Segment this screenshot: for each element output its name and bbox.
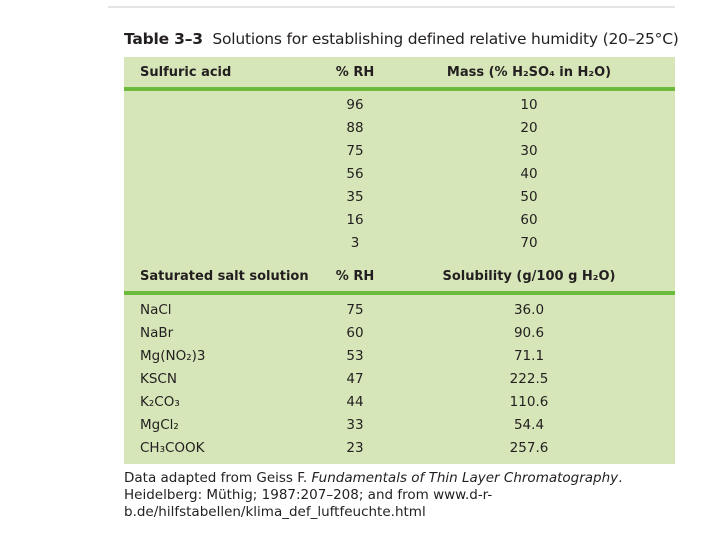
salt-header-rh: % RH (335, 269, 375, 284)
table-footnote (124, 470, 684, 520)
table-row (124, 438, 675, 458)
table-row (124, 233, 675, 253)
table-panel (124, 57, 675, 464)
rh-value: 56 (346, 166, 364, 182)
table-row (124, 95, 675, 115)
solubility-value: 257.6 (509, 440, 549, 456)
table-caption (124, 30, 679, 48)
table-row (124, 164, 675, 184)
solubility-value: 36.0 (513, 302, 545, 318)
table-number: Table 3–3 (124, 30, 203, 48)
rh-value: 75 (346, 143, 364, 159)
mass-value: 10 (520, 97, 538, 113)
rh-value: 33 (346, 417, 364, 433)
rh-value: 23 (346, 440, 364, 456)
salt-header-solubility: Solubility (g/100 g H₂O) (442, 269, 616, 284)
rh-value: 53 (346, 348, 364, 364)
rh-value: 16 (346, 212, 364, 228)
footnote-prefix: Data adapted from Geiss F. (124, 470, 312, 486)
salt-header-row (124, 267, 675, 287)
salt-name: KSCN (140, 371, 177, 387)
salt-header-name: Saturated salt solution (140, 269, 309, 284)
rh-value: 96 (346, 97, 364, 113)
mass-value: 70 (520, 235, 538, 251)
rh-value: 3 (350, 235, 360, 251)
table-row (124, 346, 675, 366)
table-title: Solutions for establishing defined relative humidity (20–25°C) (212, 30, 679, 48)
solubility-value: 110.6 (509, 394, 549, 410)
salt-name: K₂CO₃ (140, 394, 180, 410)
salt-name: Mg(NO₂)3 (140, 348, 206, 364)
mass-value: 50 (520, 189, 538, 205)
table-row (124, 187, 675, 207)
table-row (124, 300, 675, 320)
rh-value: 60 (346, 325, 364, 341)
rh-value: 88 (346, 120, 364, 136)
salt-name: NaBr (140, 325, 174, 341)
sulfuric-header-mass: Mass (% H₂SO₄ in H₂O) (446, 65, 612, 80)
table-row (124, 323, 675, 343)
table-row (124, 118, 675, 138)
solubility-value: 222.5 (509, 371, 549, 387)
table-row (124, 392, 675, 412)
solubility-value: 54.4 (513, 417, 545, 433)
sulfuric-header-row (124, 63, 675, 83)
table-row (124, 141, 675, 161)
salt-name: MgCl₂ (140, 417, 179, 433)
rh-value: 44 (346, 394, 364, 410)
mass-value: 60 (520, 212, 538, 228)
rh-value: 35 (346, 189, 364, 205)
mass-value: 40 (520, 166, 538, 182)
table-row (124, 415, 675, 435)
footnote-suffix: . Heidelberg: Müthig; 1987:207–208; and from www.d-r-b.de/hilfstabellen/klima_def_luftfeuchte.html (124, 470, 623, 520)
sulfuric-header-rule (124, 87, 675, 91)
table-row (124, 210, 675, 230)
solubility-value: 90.6 (513, 325, 545, 341)
rh-value: 47 (346, 371, 364, 387)
top-rule (108, 6, 675, 8)
salt-name: CH₃COOK (140, 440, 205, 456)
salt-header-rule (124, 291, 675, 295)
table-row (124, 369, 675, 389)
rh-value: 75 (346, 302, 364, 318)
solubility-value: 71.1 (513, 348, 545, 364)
sulfuric-header-name: Sulfuric acid (140, 65, 232, 80)
sulfuric-header-rh: % RH (335, 65, 375, 80)
mass-value: 20 (520, 120, 538, 136)
mass-value: 30 (520, 143, 538, 159)
footnote-book-title: Fundamentals of Thin Layer Chromatography (311, 470, 619, 486)
salt-name: NaCl (140, 302, 172, 318)
